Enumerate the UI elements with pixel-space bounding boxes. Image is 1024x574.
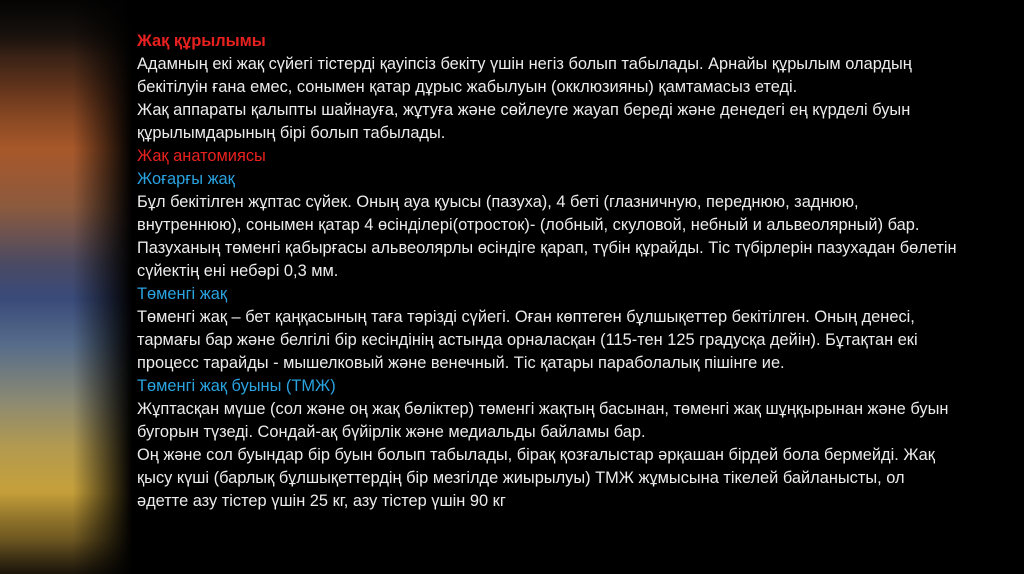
upper-jaw-heading: Жоғарғы жақ (137, 170, 235, 188)
tmj-heading: Төменгі жақ буыны (ТМЖ) (137, 377, 336, 395)
decorative-side-shade (0, 0, 132, 574)
intro-paragraph-1: Адамның екі жақ сүйегі тістерді қауіпсіз бекіту үшін негіз болып табылады. Арнайы құрылым олардың бекітілуін ғана емес, сонымен қатар дұрыс жабылуын (окклюзияны) қамтамасыз етеді. (137, 55, 912, 96)
tmj-text-1: Жұптасқан мүше (сол және оң жақ бөліктер) төменгі жақтың басынан, төменгі жақ шұңқырынан және буын бугорын түзеді. Сондай-ақ бүйірлік және медиальды байламы бар. (137, 400, 949, 441)
lower-jaw-heading: Төменгі жақ (137, 285, 227, 303)
lower-jaw-text: Төменгі жақ – бет қаңқасының тағa тәрізді сүйегі. Оған көптеген бұлшықеттер бекітілген. Оның денесі, тармағы бар және белгілі бір кесіндінің астында орналасқан (115-тен 125 градусқа дейін). Бұтақтан екі процесс тарайды - мышелковый және венечный. Тіс қатары параболалық пішінге ие. (137, 308, 918, 372)
slide-content (137, 30, 957, 513)
tmj-text-2: Оң және сол буындар бір буын болып табылады, бірақ қозғалыстар әрқашан бірдей бола бермейді. Жақ қысу күші (барлық бұлшықеттердің бір мезгілде жиырылуы) ТМЖ жұмысына тікелей байланысты, ол әдетте азу тістер үшін 25 кг, азу тістер үшін 90 кг (137, 446, 935, 510)
slide-title: Жақ құрылымы (137, 32, 266, 50)
intro-paragraph-2: Жақ аппараты қалыпты шайнауға, жұтуға және сөйлеуге жауап береді және денедегі ең күрделі буын құрылымдарының бірі болып табылады. (137, 101, 911, 142)
anatomy-heading: Жақ анатомиясы (137, 147, 266, 165)
upper-jaw-text: Бұл бекітілген жұптас сүйек. Оның ауа қуысы (пазуха), 4 беті (глазничную, переднюю, заднюю, внутреннюю), сонымен қатар 4 өсінділері(отросток)- (лобный, скуловой, небный и альвеолярный) бар. Пазуханың төменгі қабырғасы альвеолярлы өсіндіге қарап, түбін құрайды. Тіс түбірлерін пазухадан бөлетін сүйектің ені небәрі 0,3 мм. (137, 193, 957, 280)
